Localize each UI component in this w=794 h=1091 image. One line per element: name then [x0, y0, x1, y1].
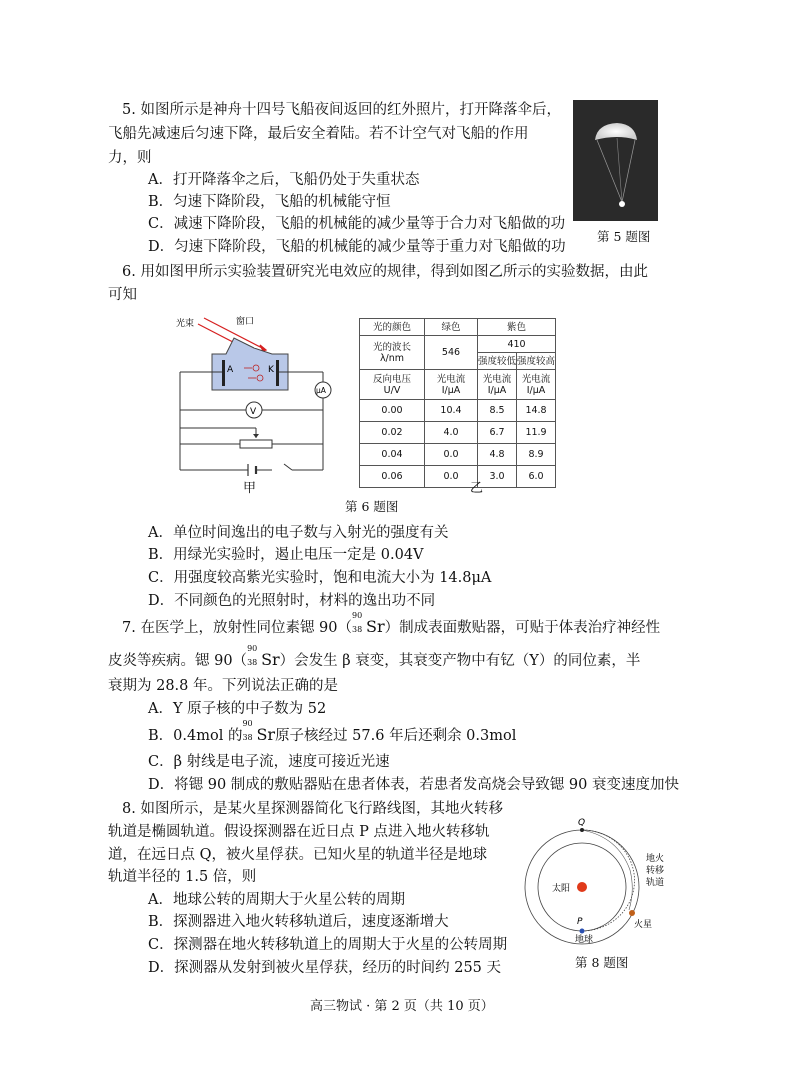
orbit-label-2: 转移: [646, 866, 665, 876]
voltmeter-label: V: [250, 407, 257, 417]
photoelectric-data-table: [359, 318, 556, 488]
table-cell: 546: [425, 336, 478, 370]
anode-label: A: [227, 365, 234, 375]
q6-stem-line-2: 可知: [108, 287, 137, 303]
nuclide-notation: 90 38: [242, 719, 253, 742]
mars-transfer-orbit-diagram: [522, 815, 672, 955]
table-row: [360, 319, 556, 336]
q6-option-c: C．用强度较高紫光实验时，饱和电流大小为 14.8μA: [148, 570, 492, 586]
light-label: 光束: [176, 319, 195, 329]
table-cell: 4.8: [478, 444, 517, 466]
rheostat-icon: [240, 440, 272, 448]
sun-icon: [577, 882, 587, 892]
q5-figure-caption: 第 5 题图: [597, 229, 651, 244]
q8-stem-line-2: 轨道是椭圆轨道。假设探测器在近日点 P 点进入地火转移轨: [108, 824, 490, 840]
q6-option-b: B．用绿光实验时，遏止电压一定是 0.04V: [148, 547, 424, 563]
table-cell: 光的波长 λ/nm: [360, 336, 425, 370]
nuclide-notation: 90 38: [247, 644, 258, 667]
q7-stem-line-3: 衰期为 28.8 年。下列说法正确的是: [108, 678, 339, 694]
parachute-icon: [573, 100, 658, 221]
table-cell: 绿色: [425, 319, 478, 336]
table-cell: 6.7: [478, 422, 517, 444]
table-cell: 14.8: [517, 400, 556, 422]
q-point-label: Q: [578, 818, 586, 828]
diagram-jia-label: 甲: [243, 481, 257, 496]
table-cell: 0.00: [360, 400, 425, 422]
q5-stem-line-3: 力，则: [108, 150, 152, 166]
p-point-label: P: [577, 917, 583, 927]
orbit-label-3: 轨道: [646, 878, 665, 888]
q6-figure-caption: 第 6 题图: [345, 499, 399, 514]
table-cell: 光电流 I/μA: [425, 370, 478, 400]
table-cell: 0.0: [425, 466, 478, 488]
q-point-icon: [580, 828, 584, 832]
q8-stem-line-3: 道，在远日点 Q，被火星俘获。已知火星的轨道半径是地球: [108, 847, 487, 863]
q7-stem-line-2: 皮炎等疾病。锶 90（ 90 38 Sr）会发生 β 衰变，其衰变产物中有钇（Y）的同位素，半: [108, 644, 641, 669]
table-cell: 6.0: [517, 466, 556, 488]
q8-stem-line-4: 轨道半径的 1.5 倍，则: [108, 869, 257, 885]
table-row: [360, 444, 556, 466]
page-footer: 高三物试 · 第 2 页（共 10 页）: [310, 999, 494, 1014]
table-cell: 10.4: [425, 400, 478, 422]
mars-icon: [629, 910, 635, 916]
q5-option-b: B．匀速下降阶段，飞船的机械能守恒: [148, 194, 391, 210]
table-cell: 光电流 I/μA: [478, 370, 517, 400]
table-cell: 反向电压 U/V: [360, 370, 425, 400]
table-cell: 0.06: [360, 466, 425, 488]
anode-plate: [222, 360, 225, 386]
q8-figure-caption: 第 8 题图: [575, 955, 629, 970]
q7-option-c: C．β 射线是电子流，速度可接近光速: [148, 754, 390, 770]
q7-option-b: B．0.4mol 的 90 38 Sr原子核经过 57.6 年后还剩余 0.3mol: [148, 719, 517, 744]
q8-option-b: B．探测器进入地火转移轨道后，速度逐渐增大: [148, 914, 449, 930]
q6-option-d: D．不同颜色的光照射时，材料的逸出功不同: [148, 593, 436, 609]
table-cell: 410: [478, 336, 556, 353]
mars-label: 火星: [634, 920, 653, 930]
window-label: 窗口: [236, 317, 255, 327]
table-cell: 0.04: [360, 444, 425, 466]
q8-option-c: C．探测器在地火转移轨道上的周期大于火星的公转周期: [148, 937, 508, 953]
table-cell: 光电流 I/μA: [517, 370, 556, 400]
sun-label: 太阳: [552, 884, 571, 894]
earth-icon: [580, 929, 585, 934]
q5-option-a: A．打开降落伞之后，飞船仍处于失重状态: [148, 172, 420, 188]
table-cell: 紫色: [478, 319, 556, 336]
earth-label: 地球: [575, 935, 594, 945]
table-cell: 8.9: [517, 444, 556, 466]
q5-stem-line-2: 飞船先减速后匀速下降，最后安全着陆。若不计空气对飞船的作用: [108, 126, 529, 142]
q5-option-d: D．匀速下降阶段，飞船的机械能的减少量等于重力对飞船做的功: [148, 239, 566, 255]
table-row: [360, 466, 556, 488]
q8-option-a: A．地球公转的周期大于火星公转的周期: [148, 892, 405, 908]
q7-stem-line-1: 7. 在医学上，放射性同位素锶 90（ 90 38 Sr）制成表面敷贴器，可贴于体表治疗神经性: [122, 611, 661, 636]
q6-stem-line-1: 6. 用如图甲所示实验装置研究光电效应的规律，得到如图乙所示的实验数据，由此: [122, 264, 648, 280]
table-row: [360, 422, 556, 444]
table-cell: 4.0: [425, 422, 478, 444]
orbit-label-1: 地火: [646, 854, 665, 864]
q5-option-c: C．减速下降阶段，飞船的机械能的减少量等于合力对飞船做的功: [148, 216, 566, 232]
table-yi-label: 乙: [470, 481, 484, 496]
q8-stem-line-1: 8. 如图所示，是某火星探测器简化飞行路线图，其地火转移: [122, 801, 503, 817]
table-cell: 3.0: [478, 466, 517, 488]
table-cell: 8.5: [478, 400, 517, 422]
table-cell: 光的颜色: [360, 319, 425, 336]
parachute-infrared-photo: [573, 100, 658, 221]
cathode-label: K: [268, 365, 274, 375]
table-cell: 11.9: [517, 422, 556, 444]
q7-option-d: D．将锶 90 制成的敷贴器贴在患者体表，若患者发高烧会导致锶 90 衰变速度加快: [148, 777, 679, 793]
table-cell: 0.0: [425, 444, 478, 466]
q8-option-d: D．探测器从发射到被火星俘获，经历的时间约 255 天: [148, 960, 502, 976]
photoelectric-circuit-diagram: [160, 310, 350, 500]
table-cell: 强度较高: [517, 353, 556, 370]
q7-option-a: A．Y 原子核的中子数为 52: [148, 701, 327, 717]
transfer-orbit: [582, 830, 635, 931]
table-cell: 0.02: [360, 422, 425, 444]
table-row: [360, 370, 556, 400]
table-cell: 强度较低: [478, 353, 517, 370]
nuclide-notation: 90 38: [352, 611, 363, 634]
q5-stem-line-1: 5. 如图所示是神舟十四号飞船夜间返回的红外照片，打开降落伞后，: [122, 102, 561, 118]
cathode-plate: [276, 360, 279, 386]
q6-option-a: A．单位时间逸出的电子数与入射光的强度有关: [148, 525, 449, 541]
ammeter-label: μA: [316, 386, 326, 395]
table-row: [360, 336, 556, 353]
table-row: [360, 400, 556, 422]
